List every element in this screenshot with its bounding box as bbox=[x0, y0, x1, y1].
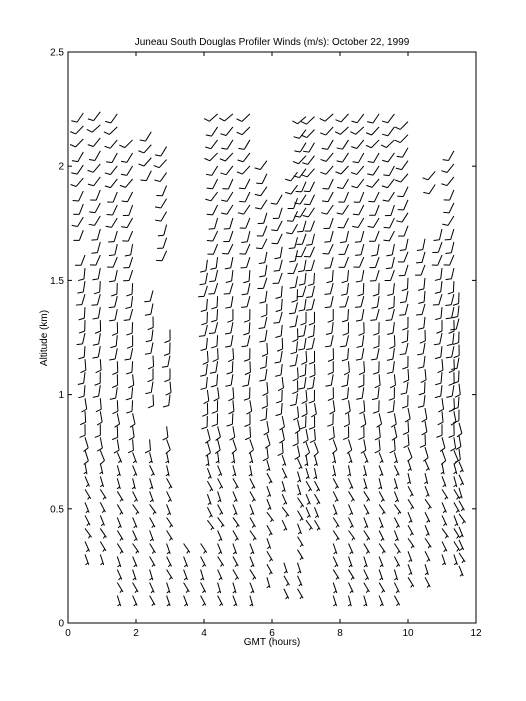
wind-barb-staff bbox=[84, 307, 85, 318]
wind-barb-staff bbox=[348, 309, 349, 320]
wind-barb-feather bbox=[140, 180, 146, 181]
wind-barb-feather bbox=[355, 255, 361, 256]
wind-barb-feather bbox=[241, 307, 247, 308]
wind-barb-feather bbox=[91, 240, 97, 241]
wind-barb-staff bbox=[132, 322, 133, 333]
wind-barb-feather bbox=[383, 240, 389, 241]
wind-barb-staff bbox=[132, 283, 133, 294]
wind-barb-feather bbox=[397, 196, 403, 197]
y-tick-label: 2.5 bbox=[50, 47, 64, 59]
wind-barb-feather bbox=[144, 301, 150, 302]
wind-barb-feather bbox=[239, 188, 245, 189]
wind-barb-feather bbox=[91, 253, 97, 254]
wind-barb-feather bbox=[416, 315, 422, 316]
wind-barb-feather bbox=[399, 315, 405, 316]
wind-barb-staff bbox=[132, 400, 133, 411]
wind-barb-feather bbox=[306, 310, 312, 311]
wind-barb-staff bbox=[394, 296, 395, 307]
x-tick-label: 0 bbox=[65, 628, 71, 639]
wind-barb-feather bbox=[207, 188, 213, 189]
wind-barb-staff bbox=[233, 348, 234, 359]
wind-barb-staff bbox=[217, 335, 218, 346]
x-tick-label: 2 bbox=[133, 628, 139, 639]
wind-barb-staff bbox=[153, 395, 154, 406]
y-tick-label: 2 bbox=[58, 161, 64, 173]
y-tick-label: 0 bbox=[58, 618, 64, 630]
wind-barb-staff bbox=[217, 296, 218, 307]
wind-barb-feather bbox=[273, 323, 279, 324]
wind-barb-staff bbox=[314, 273, 315, 284]
wind-barb-staff bbox=[117, 361, 118, 372]
wind-barb-feather bbox=[207, 214, 213, 215]
wind-barb-feather bbox=[256, 248, 262, 249]
wind-barb-feather bbox=[450, 329, 456, 330]
wind-barb-feather bbox=[355, 242, 361, 243]
wind-barb-feather bbox=[274, 271, 280, 272]
wind-barb-feather bbox=[324, 294, 330, 295]
wind-barb-feather bbox=[272, 243, 278, 244]
wind-barb-feather bbox=[289, 248, 295, 249]
wind-barb-staff bbox=[117, 400, 118, 411]
wind-barb-feather bbox=[158, 235, 164, 236]
wind-barb-staff bbox=[250, 361, 251, 372]
x-tick-label: 12 bbox=[470, 628, 482, 639]
chart-title: Juneau South Douglas Profiler Winds (m/s): October 22, 1999 bbox=[134, 37, 410, 48]
wind-barb-feather bbox=[124, 320, 130, 321]
wind-barb-staff bbox=[250, 426, 251, 437]
wind-barb-feather bbox=[324, 268, 330, 269]
wind-barb-feather bbox=[370, 320, 376, 321]
wind-barb-staff bbox=[298, 433, 299, 444]
wind-barb-feather bbox=[271, 230, 277, 231]
wind-barb-feather bbox=[209, 333, 215, 334]
wind-barb-staff bbox=[394, 335, 395, 346]
wind-barb-feather bbox=[353, 214, 359, 215]
wind-barb-staff bbox=[424, 382, 425, 393]
wind-barb-feather bbox=[207, 240, 213, 241]
y-tick-label: 1.5 bbox=[50, 275, 64, 287]
wind-barb-feather bbox=[368, 201, 374, 202]
wind-barb-feather bbox=[256, 183, 262, 184]
wind-barb-feather bbox=[355, 307, 361, 308]
y-tick-label: 1 bbox=[58, 390, 64, 402]
wind-barb-feather bbox=[122, 201, 128, 202]
wind-barb-feather bbox=[443, 212, 449, 213]
wind-barb-staff bbox=[100, 281, 101, 292]
wind-barb-feather bbox=[323, 254, 329, 255]
wind-barb-staff bbox=[408, 421, 409, 432]
wind-barb-staff bbox=[218, 348, 219, 359]
y-tick-label: 0.5 bbox=[50, 504, 64, 516]
x-tick-label: 8 bbox=[337, 628, 343, 639]
x-axis-label: GMT (hours) bbox=[243, 637, 301, 648]
wind-barb-staff bbox=[267, 343, 268, 354]
x-tick-label: 10 bbox=[402, 628, 414, 639]
wind-barb-staff bbox=[85, 411, 86, 422]
wind-barb-staff bbox=[132, 361, 133, 372]
x-tick-label: 4 bbox=[201, 628, 207, 639]
wind-barb-feather bbox=[304, 204, 310, 205]
plot-frame bbox=[68, 52, 476, 623]
wind-barb-feather bbox=[239, 201, 245, 202]
x-tick-label: 6 bbox=[269, 628, 275, 639]
wind-barb-staff bbox=[153, 356, 154, 367]
wind-barb-feather bbox=[91, 305, 97, 306]
wind-barb-feather bbox=[384, 227, 390, 228]
wind-barb-feather bbox=[324, 242, 330, 243]
wind-barb-staff bbox=[407, 330, 408, 341]
wind-barb-staff bbox=[454, 398, 455, 409]
wind-barb-feather bbox=[222, 253, 228, 254]
wind-barb-staff bbox=[298, 367, 299, 378]
wind-barb-feather bbox=[386, 320, 392, 321]
y-axis-label: Altitude (km) bbox=[39, 309, 50, 367]
wind-barb-feather bbox=[241, 242, 247, 243]
wind-barb-feather bbox=[338, 227, 344, 228]
wind-barb-staff bbox=[363, 283, 364, 294]
wind-barb-staff bbox=[232, 413, 233, 424]
wind-barb-feather bbox=[445, 305, 451, 306]
wind-barb-feather bbox=[304, 191, 310, 192]
wind-barb-staff bbox=[232, 361, 233, 372]
